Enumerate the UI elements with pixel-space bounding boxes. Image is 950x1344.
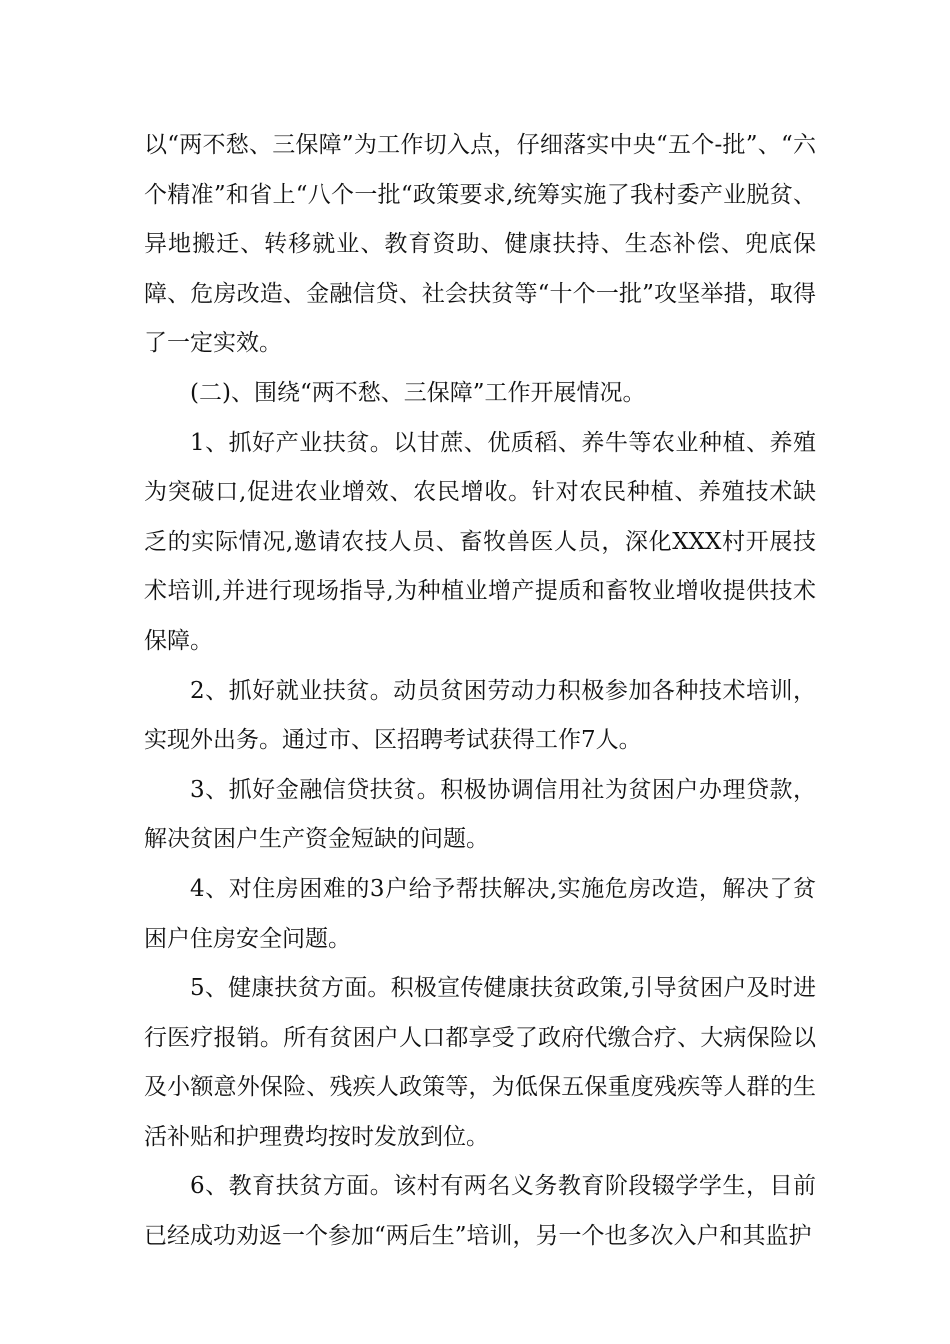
paragraph-housing: 4、对住房困难的3户给予帮扶解决,实施危房改造，解决了贫困户住房安全问题。 bbox=[144, 875, 816, 952]
paragraph-intro: 以“两不愁、三保障”为工作切入点，仔细落实中央“五个-批”、“六个精准”和省上“八个一批“政策要求,统筹实施了我村委产业脱贫、异地搬迁、转移就业、教育资助、健康扶持、生态补偿、兜底保障、危房改造、金融信贷、社会扶贫等“十个一批”攻坚举措，取得了一定实效。 bbox=[144, 132, 816, 357]
paragraph-health-poverty: 5、健康扶贫方面。积极宣传健康扶贫政策,引导贫困户及时进行医疗报销。所有贫困户人口都享受了政府代缴合疗、大病保险以及小额意外保险、残疾人政策等，为低保五保重度残疾等人群的生活补贴和护理费均按时发放到位。 bbox=[144, 975, 816, 1150]
paragraph-employment-poverty: 2、抓好就业扶贫。动员贫困劳动力积极参加各种技术培训，实现外出务。通过市、区招聘考试获得工作7人。 bbox=[144, 677, 816, 754]
paragraph-education-poverty: 6、教育扶贫方面。该村有两名义务教育阶段辍学学生，目前已经成功劝返一个参加“两后生”培训，另一个也多次入户和其监护 bbox=[144, 1173, 816, 1250]
paragraph-finance-poverty: 3、抓好金融信贷扶贫。积极协调信用社为贫困户办理贷款，解决贫困户生产资金短缺的问题。 bbox=[144, 776, 816, 853]
paragraph-industry-poverty: 1、抓好产业扶贫。以甘蔗、优质稻、养牛等农业种植、养殖为突破口,促进农业增效、农民增收。针对农民种植、养殖技术缺乏的实际情况,邀请农技人员、畜牧兽医人员，深化XXX村开展技术培训,并进行现场指导,为种植业增产提质和畜牧业增收提供技术保障。 bbox=[144, 429, 816, 654]
section-heading: (二)、围绕“两不愁、三保障”工作开展情况。 bbox=[190, 379, 646, 406]
document-page bbox=[144, 121, 816, 1262]
